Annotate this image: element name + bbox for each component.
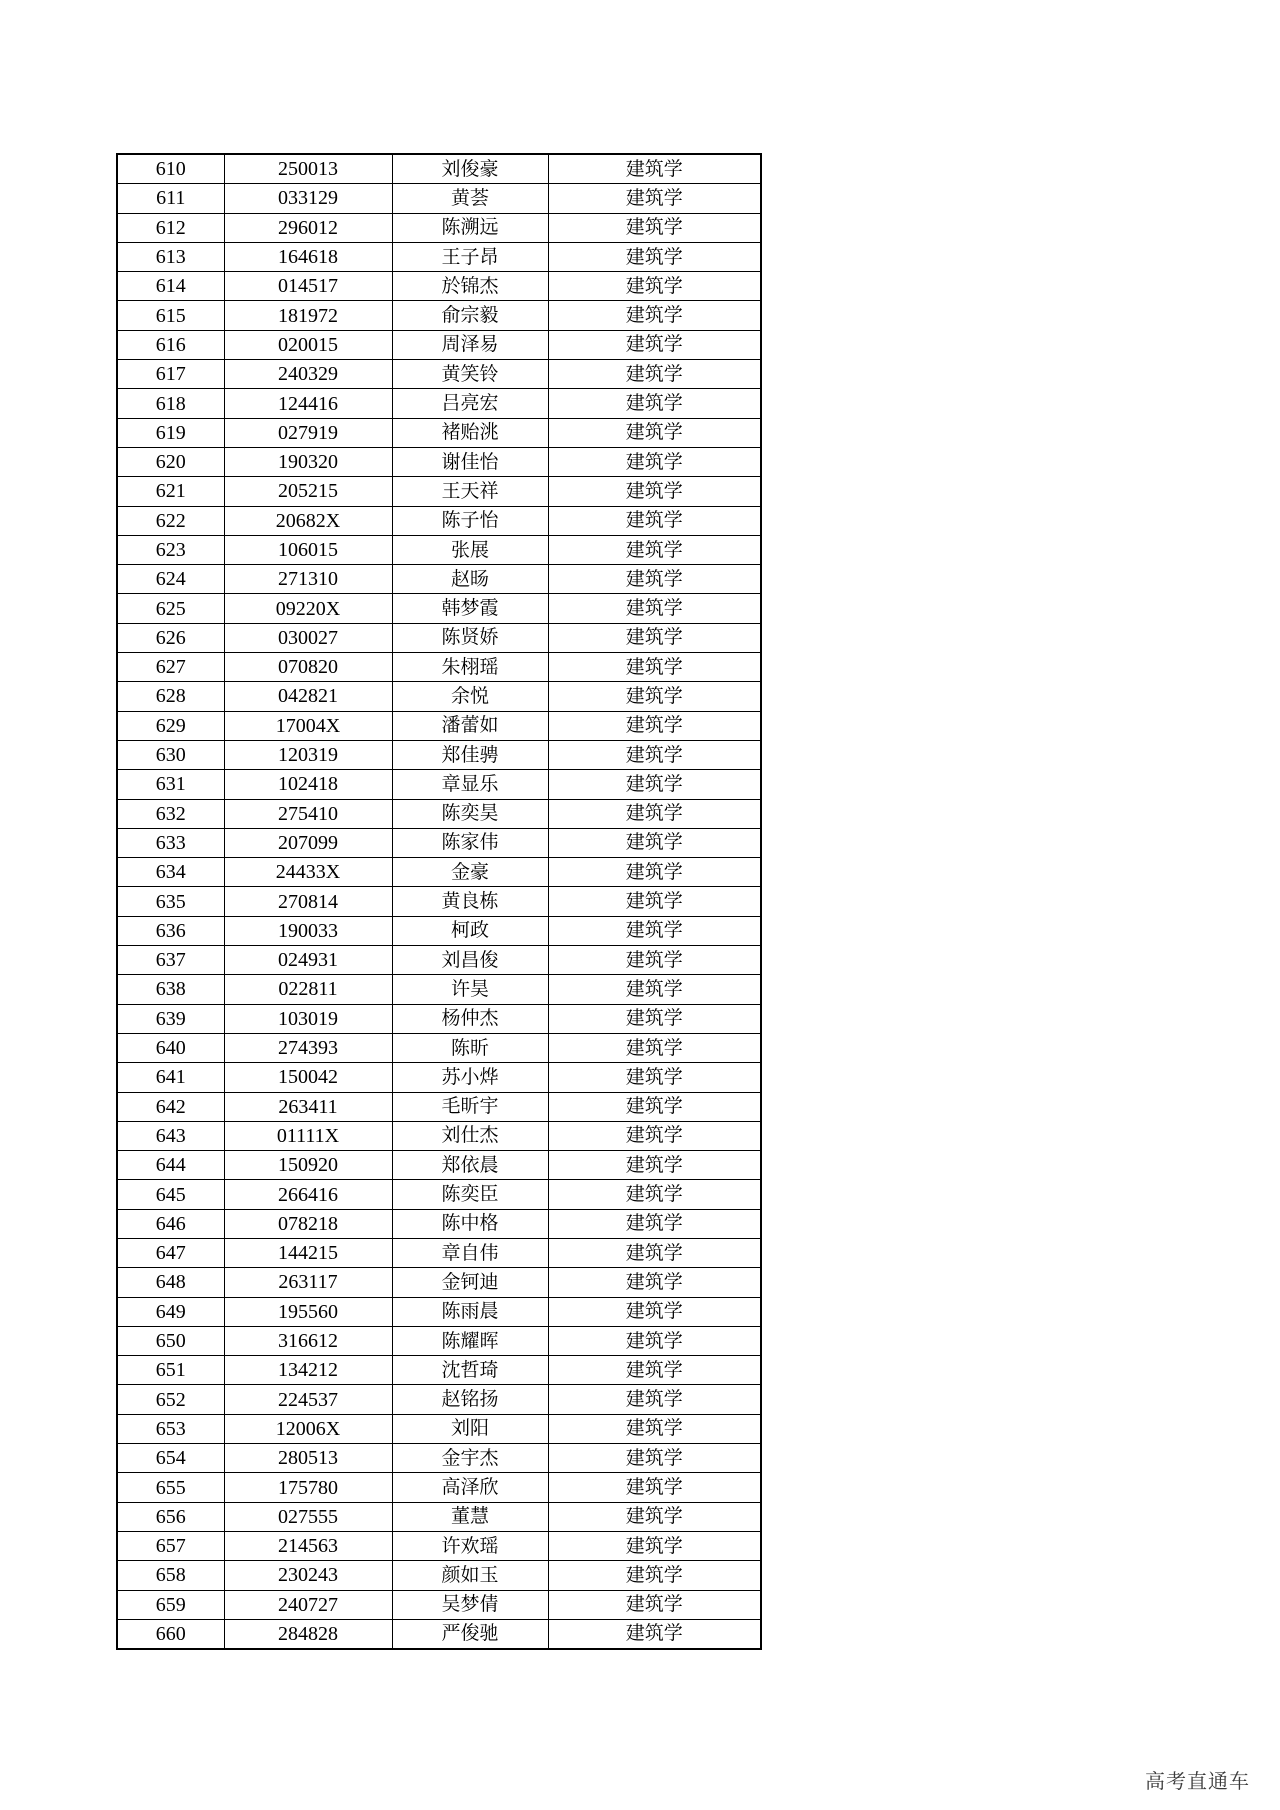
major-cell: 建筑学	[548, 184, 761, 213]
id-code-cell: 316612	[224, 1326, 392, 1355]
table-row	[117, 1385, 761, 1414]
table-row	[117, 916, 761, 945]
major-cell: 建筑学	[548, 1385, 761, 1414]
id-code-cell: 024931	[224, 946, 392, 975]
row-number-cell: 648	[117, 1268, 224, 1297]
id-code-cell: 033129	[224, 184, 392, 213]
table-row	[117, 1151, 761, 1180]
row-number-cell: 624	[117, 565, 224, 594]
id-code-cell: 175780	[224, 1473, 392, 1502]
table-row	[117, 506, 761, 535]
row-number-cell: 615	[117, 301, 224, 330]
table-row	[117, 975, 761, 1004]
table-row	[117, 1033, 761, 1062]
major-cell: 建筑学	[548, 1033, 761, 1062]
table-row	[117, 1326, 761, 1355]
major-cell: 建筑学	[548, 946, 761, 975]
major-cell: 建筑学	[548, 1180, 761, 1209]
major-cell: 建筑学	[548, 154, 761, 184]
table-row	[117, 1590, 761, 1619]
major-cell: 建筑学	[548, 858, 761, 887]
major-cell: 建筑学	[548, 1326, 761, 1355]
table-row	[117, 447, 761, 476]
student-name-cell: 苏小烨	[392, 1063, 548, 1092]
major-cell: 建筑学	[548, 1473, 761, 1502]
student-name-cell: 杨仲杰	[392, 1004, 548, 1033]
row-number-cell: 618	[117, 389, 224, 418]
student-name-cell: 陈子怡	[392, 506, 548, 535]
major-cell: 建筑学	[548, 770, 761, 799]
row-number-cell: 614	[117, 272, 224, 301]
student-name-cell: 陈耀晖	[392, 1326, 548, 1355]
table-row	[117, 418, 761, 447]
row-number-cell: 629	[117, 711, 224, 740]
row-number-cell: 645	[117, 1180, 224, 1209]
student-name-cell: 刘阳	[392, 1414, 548, 1443]
id-code-cell: 070820	[224, 653, 392, 682]
student-name-cell: 俞宗毅	[392, 301, 548, 330]
table-row	[117, 1121, 761, 1150]
student-name-cell: 金钶迪	[392, 1268, 548, 1297]
row-number-cell: 612	[117, 213, 224, 242]
major-cell: 建筑学	[548, 1356, 761, 1385]
major-cell: 建筑学	[548, 682, 761, 711]
id-code-cell: 164618	[224, 242, 392, 271]
major-cell: 建筑学	[548, 272, 761, 301]
table-row	[117, 887, 761, 916]
row-number-cell: 610	[117, 154, 224, 184]
row-number-cell: 660	[117, 1619, 224, 1649]
row-number-cell: 623	[117, 535, 224, 564]
row-number-cell: 613	[117, 242, 224, 271]
student-name-cell: 王天祥	[392, 477, 548, 506]
table-row	[117, 1561, 761, 1590]
row-number-cell: 626	[117, 623, 224, 652]
student-name-cell: 陈贤娇	[392, 623, 548, 652]
student-name-cell: 赵旸	[392, 565, 548, 594]
table-row	[117, 389, 761, 418]
major-cell: 建筑学	[548, 1151, 761, 1180]
row-number-cell: 620	[117, 447, 224, 476]
id-code-cell: 020015	[224, 330, 392, 359]
table-row	[117, 535, 761, 564]
major-cell: 建筑学	[548, 1004, 761, 1033]
major-cell: 建筑学	[548, 535, 761, 564]
id-code-cell: 027919	[224, 418, 392, 447]
id-code-cell: 181972	[224, 301, 392, 330]
table-row	[117, 946, 761, 975]
major-cell: 建筑学	[548, 1561, 761, 1590]
row-number-cell: 625	[117, 594, 224, 623]
table-row	[117, 360, 761, 389]
table-row	[117, 828, 761, 857]
id-code-cell: 263411	[224, 1092, 392, 1121]
row-number-cell: 630	[117, 740, 224, 769]
major-cell: 建筑学	[548, 1414, 761, 1443]
table-row	[117, 623, 761, 652]
major-cell: 建筑学	[548, 740, 761, 769]
id-code-cell: 195560	[224, 1297, 392, 1326]
table-row	[117, 1473, 761, 1502]
student-name-cell: 沈哲琦	[392, 1356, 548, 1385]
id-code-cell: 20682X	[224, 506, 392, 535]
major-cell: 建筑学	[548, 213, 761, 242]
table-row	[117, 858, 761, 887]
id-code-cell: 12006X	[224, 1414, 392, 1443]
student-name-cell: 余悦	[392, 682, 548, 711]
row-number-cell: 657	[117, 1531, 224, 1560]
student-name-cell: 朱栩瑶	[392, 653, 548, 682]
id-code-cell: 022811	[224, 975, 392, 1004]
row-number-cell: 638	[117, 975, 224, 1004]
row-number-cell: 659	[117, 1590, 224, 1619]
table-row	[117, 1297, 761, 1326]
student-name-cell: 许欢瑶	[392, 1531, 548, 1560]
student-name-cell: 董慧	[392, 1502, 548, 1531]
student-name-cell: 金宇杰	[392, 1444, 548, 1473]
student-name-cell: 颜如玉	[392, 1561, 548, 1590]
student-name-cell: 黄笑铃	[392, 360, 548, 389]
row-number-cell: 656	[117, 1502, 224, 1531]
table-row	[117, 330, 761, 359]
student-name-cell: 陈奕昊	[392, 799, 548, 828]
table-row	[117, 1619, 761, 1649]
major-cell: 建筑学	[548, 330, 761, 359]
table-row	[117, 1004, 761, 1033]
row-number-cell: 627	[117, 653, 224, 682]
major-cell: 建筑学	[548, 1619, 761, 1649]
major-cell: 建筑学	[548, 1268, 761, 1297]
id-code-cell: 280513	[224, 1444, 392, 1473]
id-code-cell: 027555	[224, 1502, 392, 1531]
table-row	[117, 594, 761, 623]
row-number-cell: 621	[117, 477, 224, 506]
major-cell: 建筑学	[548, 1238, 761, 1267]
major-cell: 建筑学	[548, 975, 761, 1004]
row-number-cell: 649	[117, 1297, 224, 1326]
row-number-cell: 616	[117, 330, 224, 359]
row-number-cell: 635	[117, 887, 224, 916]
major-cell: 建筑学	[548, 1444, 761, 1473]
id-code-cell: 271310	[224, 565, 392, 594]
id-code-cell: 224537	[224, 1385, 392, 1414]
major-cell: 建筑学	[548, 1590, 761, 1619]
table-row	[117, 770, 761, 799]
student-name-cell: 刘俊豪	[392, 154, 548, 184]
major-cell: 建筑学	[548, 623, 761, 652]
row-number-cell: 647	[117, 1238, 224, 1267]
id-code-cell: 190320	[224, 447, 392, 476]
row-number-cell: 646	[117, 1209, 224, 1238]
id-code-cell: 014517	[224, 272, 392, 301]
row-number-cell: 634	[117, 858, 224, 887]
id-code-cell: 24433X	[224, 858, 392, 887]
table-row	[117, 1238, 761, 1267]
student-name-cell: 郑依晨	[392, 1151, 548, 1180]
student-name-cell: 韩梦霞	[392, 594, 548, 623]
major-cell: 建筑学	[548, 1502, 761, 1531]
table-row	[117, 184, 761, 213]
major-cell: 建筑学	[548, 828, 761, 857]
id-code-cell: 230243	[224, 1561, 392, 1590]
row-number-cell: 632	[117, 799, 224, 828]
id-code-cell: 190033	[224, 916, 392, 945]
major-cell: 建筑学	[548, 653, 761, 682]
student-name-cell: 郑佳骋	[392, 740, 548, 769]
row-number-cell: 644	[117, 1151, 224, 1180]
table-row	[117, 301, 761, 330]
major-cell: 建筑学	[548, 242, 761, 271]
row-number-cell: 617	[117, 360, 224, 389]
student-name-cell: 章显乐	[392, 770, 548, 799]
roster-table-body	[117, 154, 761, 1649]
major-cell: 建筑学	[548, 916, 761, 945]
roster-table	[116, 153, 762, 1650]
major-cell: 建筑学	[548, 711, 761, 740]
major-cell: 建筑学	[548, 1297, 761, 1326]
row-number-cell: 652	[117, 1385, 224, 1414]
table-row	[117, 1092, 761, 1121]
id-code-cell: 240329	[224, 360, 392, 389]
student-name-cell: 赵铭扬	[392, 1385, 548, 1414]
major-cell: 建筑学	[548, 1092, 761, 1121]
student-name-cell: 毛昕宇	[392, 1092, 548, 1121]
id-code-cell: 207099	[224, 828, 392, 857]
major-cell: 建筑学	[548, 1121, 761, 1150]
row-number-cell: 631	[117, 770, 224, 799]
id-code-cell: 150920	[224, 1151, 392, 1180]
major-cell: 建筑学	[548, 799, 761, 828]
id-code-cell: 030027	[224, 623, 392, 652]
student-name-cell: 章自伟	[392, 1238, 548, 1267]
id-code-cell: 124416	[224, 389, 392, 418]
id-code-cell: 274393	[224, 1033, 392, 1062]
row-number-cell: 636	[117, 916, 224, 945]
major-cell: 建筑学	[548, 594, 761, 623]
student-name-cell: 高泽欣	[392, 1473, 548, 1502]
id-code-cell: 01111X	[224, 1121, 392, 1150]
row-number-cell: 611	[117, 184, 224, 213]
student-name-cell: 黄良栋	[392, 887, 548, 916]
table-row	[117, 272, 761, 301]
id-code-cell: 103019	[224, 1004, 392, 1033]
student-name-cell: 陈昕	[392, 1033, 548, 1062]
major-cell: 建筑学	[548, 887, 761, 916]
id-code-cell: 17004X	[224, 711, 392, 740]
student-name-cell: 周泽易	[392, 330, 548, 359]
student-name-cell: 张展	[392, 535, 548, 564]
row-number-cell: 654	[117, 1444, 224, 1473]
row-number-cell: 619	[117, 418, 224, 447]
major-cell: 建筑学	[548, 389, 761, 418]
row-number-cell: 641	[117, 1063, 224, 1092]
row-number-cell: 628	[117, 682, 224, 711]
major-cell: 建筑学	[548, 477, 761, 506]
student-name-cell: 谢佳怡	[392, 447, 548, 476]
student-name-cell: 陈家伟	[392, 828, 548, 857]
table-row	[117, 1531, 761, 1560]
major-cell: 建筑学	[548, 418, 761, 447]
student-name-cell: 王子昂	[392, 242, 548, 271]
major-cell: 建筑学	[548, 1063, 761, 1092]
id-code-cell: 078218	[224, 1209, 392, 1238]
student-name-cell: 於锦杰	[392, 272, 548, 301]
row-number-cell: 653	[117, 1414, 224, 1443]
id-code-cell: 042821	[224, 682, 392, 711]
row-number-cell: 637	[117, 946, 224, 975]
row-number-cell: 658	[117, 1561, 224, 1590]
id-code-cell: 09220X	[224, 594, 392, 623]
table-row	[117, 1414, 761, 1443]
table-row	[117, 213, 761, 242]
id-code-cell: 120319	[224, 740, 392, 769]
id-code-cell: 102418	[224, 770, 392, 799]
student-name-cell: 金豪	[392, 858, 548, 887]
table-row	[117, 477, 761, 506]
student-name-cell: 褚贻洮	[392, 418, 548, 447]
major-cell: 建筑学	[548, 447, 761, 476]
student-name-cell: 潘蕾如	[392, 711, 548, 740]
table-row	[117, 565, 761, 594]
id-code-cell: 275410	[224, 799, 392, 828]
id-code-cell: 250013	[224, 154, 392, 184]
id-code-cell: 263117	[224, 1268, 392, 1297]
watermark: 高考直通车	[1145, 1769, 1250, 1793]
id-code-cell: 266416	[224, 1180, 392, 1209]
student-name-cell: 陈溯远	[392, 213, 548, 242]
id-code-cell: 134212	[224, 1356, 392, 1385]
student-name-cell: 陈奕臣	[392, 1180, 548, 1209]
row-number-cell: 639	[117, 1004, 224, 1033]
id-code-cell: 214563	[224, 1531, 392, 1560]
id-code-cell: 296012	[224, 213, 392, 242]
table-row	[117, 1063, 761, 1092]
row-number-cell: 640	[117, 1033, 224, 1062]
row-number-cell: 643	[117, 1121, 224, 1150]
student-name-cell: 刘昌俊	[392, 946, 548, 975]
table-row	[117, 1209, 761, 1238]
table-row	[117, 711, 761, 740]
student-name-cell: 许昊	[392, 975, 548, 1004]
id-code-cell: 150042	[224, 1063, 392, 1092]
id-code-cell: 144215	[224, 1238, 392, 1267]
row-number-cell: 642	[117, 1092, 224, 1121]
major-cell: 建筑学	[548, 1209, 761, 1238]
id-code-cell: 240727	[224, 1590, 392, 1619]
major-cell: 建筑学	[548, 565, 761, 594]
id-code-cell: 106015	[224, 535, 392, 564]
table-row	[117, 740, 761, 769]
major-cell: 建筑学	[548, 1531, 761, 1560]
row-number-cell: 651	[117, 1356, 224, 1385]
student-name-cell: 陈雨晨	[392, 1297, 548, 1326]
student-name-cell: 刘仕杰	[392, 1121, 548, 1150]
id-code-cell: 205215	[224, 477, 392, 506]
table-row	[117, 1180, 761, 1209]
table-row	[117, 799, 761, 828]
row-number-cell: 655	[117, 1473, 224, 1502]
major-cell: 建筑学	[548, 301, 761, 330]
table-row	[117, 653, 761, 682]
table-row	[117, 1268, 761, 1297]
table-row	[117, 1502, 761, 1531]
row-number-cell: 622	[117, 506, 224, 535]
table-row	[117, 1444, 761, 1473]
row-number-cell: 633	[117, 828, 224, 857]
student-name-cell: 严俊驰	[392, 1619, 548, 1649]
table-row	[117, 154, 761, 184]
id-code-cell: 284828	[224, 1619, 392, 1649]
table-row	[117, 1356, 761, 1385]
table-row	[117, 242, 761, 271]
student-name-cell: 吕亮宏	[392, 389, 548, 418]
student-name-cell: 柯政	[392, 916, 548, 945]
student-name-cell: 吴梦倩	[392, 1590, 548, 1619]
student-name-cell: 陈中格	[392, 1209, 548, 1238]
major-cell: 建筑学	[548, 506, 761, 535]
row-number-cell: 650	[117, 1326, 224, 1355]
major-cell: 建筑学	[548, 360, 761, 389]
table-row	[117, 682, 761, 711]
id-code-cell: 270814	[224, 887, 392, 916]
student-name-cell: 黄荟	[392, 184, 548, 213]
